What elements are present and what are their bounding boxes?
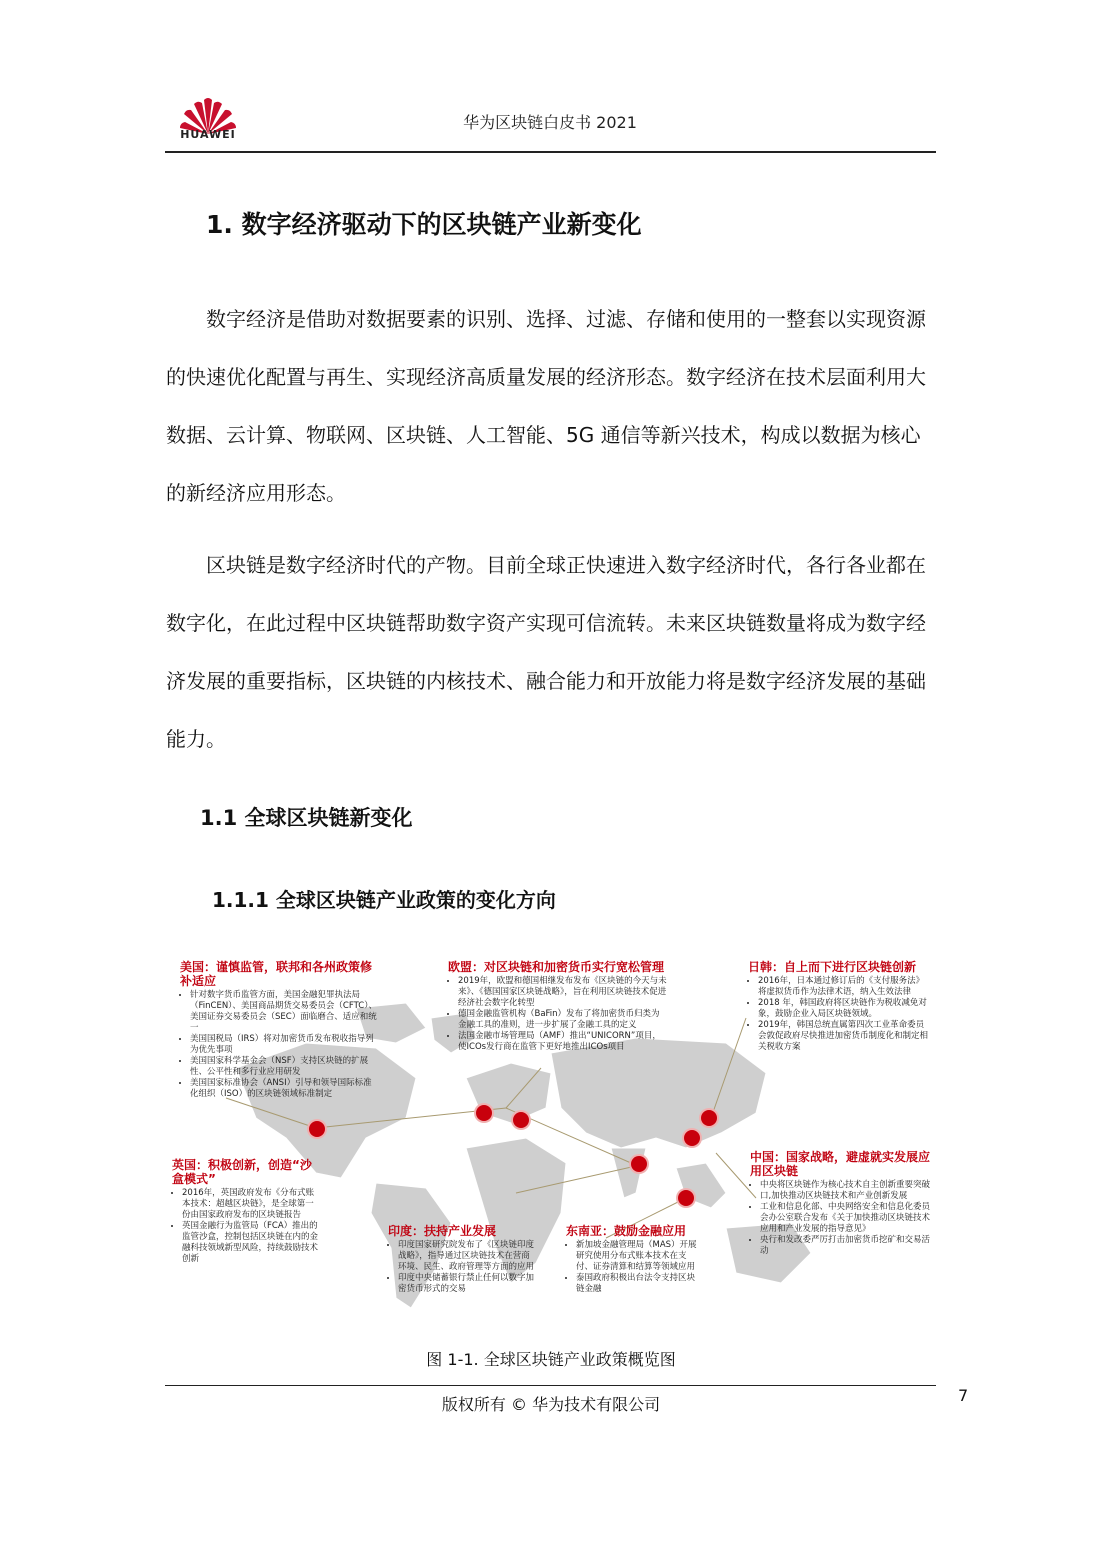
chapter-heading: 1. 数字经济驱动下的区块链产业新变化	[206, 210, 642, 239]
region-title: 美国：谨慎监管，联邦和各州政策修补适应	[180, 960, 373, 988]
map-pin-eu	[513, 1112, 529, 1128]
region-item: • 新加坡金融管理局（MAS）开展研究使用分布式账本技术在支付、证券清算和结算等领域应用	[576, 1240, 701, 1273]
region-item: • 2019年，欧盟和德国相继发布发布《区块链的今天与未来》、《德国国家区块链战略》，旨在利用区块链技术促进经济社会数字化转型	[458, 976, 668, 1009]
region-item: • 央行和发改委严厉打击加密货币挖矿和交易活动	[760, 1235, 932, 1257]
region-title: 东南亚：鼓励金融应用	[566, 1224, 687, 1238]
paragraph-blockchain: 区块链是数字经济时代的产物。目前全球正快速进入数字经济时代，各行各业都在数字化，在此过程中区块链帮助数字资产实现可信流转。未来区块链数量将成为数字经济发展的重要指标，区块链的内核技术、融合能力和开放能力将是数字经济发展的基础能力。	[166, 553, 926, 751]
paragraph-digital-economy: 数字经济是借助对数据要素的识别、选择、过滤、存储和使用的一整套以实现资源的快速优化配置与再生、实现经济高质量发展的经济形态。数字经济在技术层面利用大数据、云计算、物联网、区块链、人工智能、5G 通信等新兴技术，构成以数据为核心的新经济应用形态。	[166, 307, 926, 505]
map-pin-japan-korea	[701, 1110, 717, 1126]
map-pin-usa	[309, 1121, 325, 1137]
region-title: 中国：国家战略，避虚就实发展应用区块链	[750, 1150, 931, 1178]
header-divider	[165, 151, 936, 153]
section-heading: 1.1 全球区块链新变化	[200, 806, 413, 830]
logo-wordmark: HUAWEI	[180, 128, 236, 141]
region-item: • 美国国税局（IRS）将对加密货币发布税收指导列为优先事项	[190, 1034, 380, 1056]
region-item: • 工业和信息化部、中央网络安全和信息化委员会办公室联合发布《关于加快推动区块链技术应用和产业发展的指导意见》	[760, 1202, 932, 1235]
region-china	[750, 1150, 932, 1257]
map-pin-china	[684, 1130, 700, 1146]
region-item: • 英国金融行为监管局（FCA）推出的监管沙盒，控制包括区块链在内的金融科技领域新型风险，持续鼓励技术创新	[182, 1221, 322, 1265]
region-item: • 中央将区块链作为核心技术自主创新重要突破口,加快推动区块链技术和产业创新发展	[760, 1180, 932, 1202]
region-item: • 2016年，日本通过修订后的《支付服务法》将虚拟货币作为法律术语，纳入生效法律	[758, 976, 928, 998]
figure-caption: 图 1-1. 全球区块链产业政策概览图	[426, 1350, 676, 1369]
region-japan-korea	[748, 960, 928, 1053]
region-item: • 印度中央储蓄银行禁止任何以数字加密货币形式的交易	[398, 1273, 538, 1295]
region-item: • 2019年，韩国总统直属第四次工业革命委员会敦促政府尽快推进加密货币制度化和制定相关税收方案	[758, 1020, 928, 1053]
region-item: • 法国金融市场管理局（AMF）推出“UNICORN”项目，使ICOs发行商在监管下更好地推出ICOs项目	[458, 1031, 668, 1053]
region-item: • 美国国家标准协会（ANSI）引导和领导国际标准化组织（ISO）的区块链领域标准制定	[190, 1078, 380, 1100]
region-item: • 泰国政府积极出台法令支持区块链金融	[576, 1273, 701, 1295]
region-item: • 印度国家研究院发布了《区块链印度战略》，指导通过区块链技术在营商环境、民生、政府管理等方面的应用	[398, 1240, 538, 1273]
map-pin-india	[631, 1156, 647, 1172]
region-item: • 2018 年，韩国政府将区块链作为税收减免对象，鼓励企业入局区块链领域。	[758, 998, 928, 1020]
copyright-text: 版权所有 © 华为技术有限公司	[441, 1395, 661, 1414]
document-title: 华为区块链白皮书 2021	[463, 113, 637, 132]
map-pin-uk	[476, 1105, 492, 1121]
region-item: • 美国国家科学基金会（NSF）支持区块链的扩展性、公平性和多行业应用研发	[190, 1056, 380, 1078]
region-eu	[448, 960, 668, 1053]
region-item: • 2016年，英国政府发布《分布式账本技术：超越区块链》，是全球第一份由国家政府发布的区块链报告	[182, 1188, 322, 1221]
region-uk	[172, 1158, 322, 1265]
subsection-heading: 1.1.1 全球区块链产业政策的变化方向	[212, 888, 556, 912]
region-item: • 德国金融监管机构（BaFin）发布了将加密货币归类为金融工具的准则，进一步扩展了金融工具的定义	[458, 1009, 668, 1031]
region-title: 日韩：自上而下进行区块链创新	[748, 960, 917, 974]
region-title: 印度：扶持产业发展	[388, 1224, 497, 1238]
region-southeast-asia	[566, 1224, 701, 1295]
region-item: • 针对数字货币监管方面，美国金融犯罪执法局（FinCEN）、美国商品期货交易委员会（CFTC）、美国证券交易委员会（SEC）面临磨合、适应和统一	[190, 990, 380, 1034]
footer-divider	[165, 1385, 936, 1386]
region-title: 英国：积极创新，创造“沙盒模式”	[172, 1158, 312, 1186]
map-pin-southeast-asia	[678, 1190, 694, 1206]
region-usa	[180, 960, 380, 1100]
region-title: 欧盟：对区块链和加密货币实行宽松管理	[448, 960, 665, 974]
region-india	[388, 1224, 538, 1295]
policy-world-map-figure	[166, 948, 936, 1320]
page-number: 7	[958, 1386, 969, 1405]
